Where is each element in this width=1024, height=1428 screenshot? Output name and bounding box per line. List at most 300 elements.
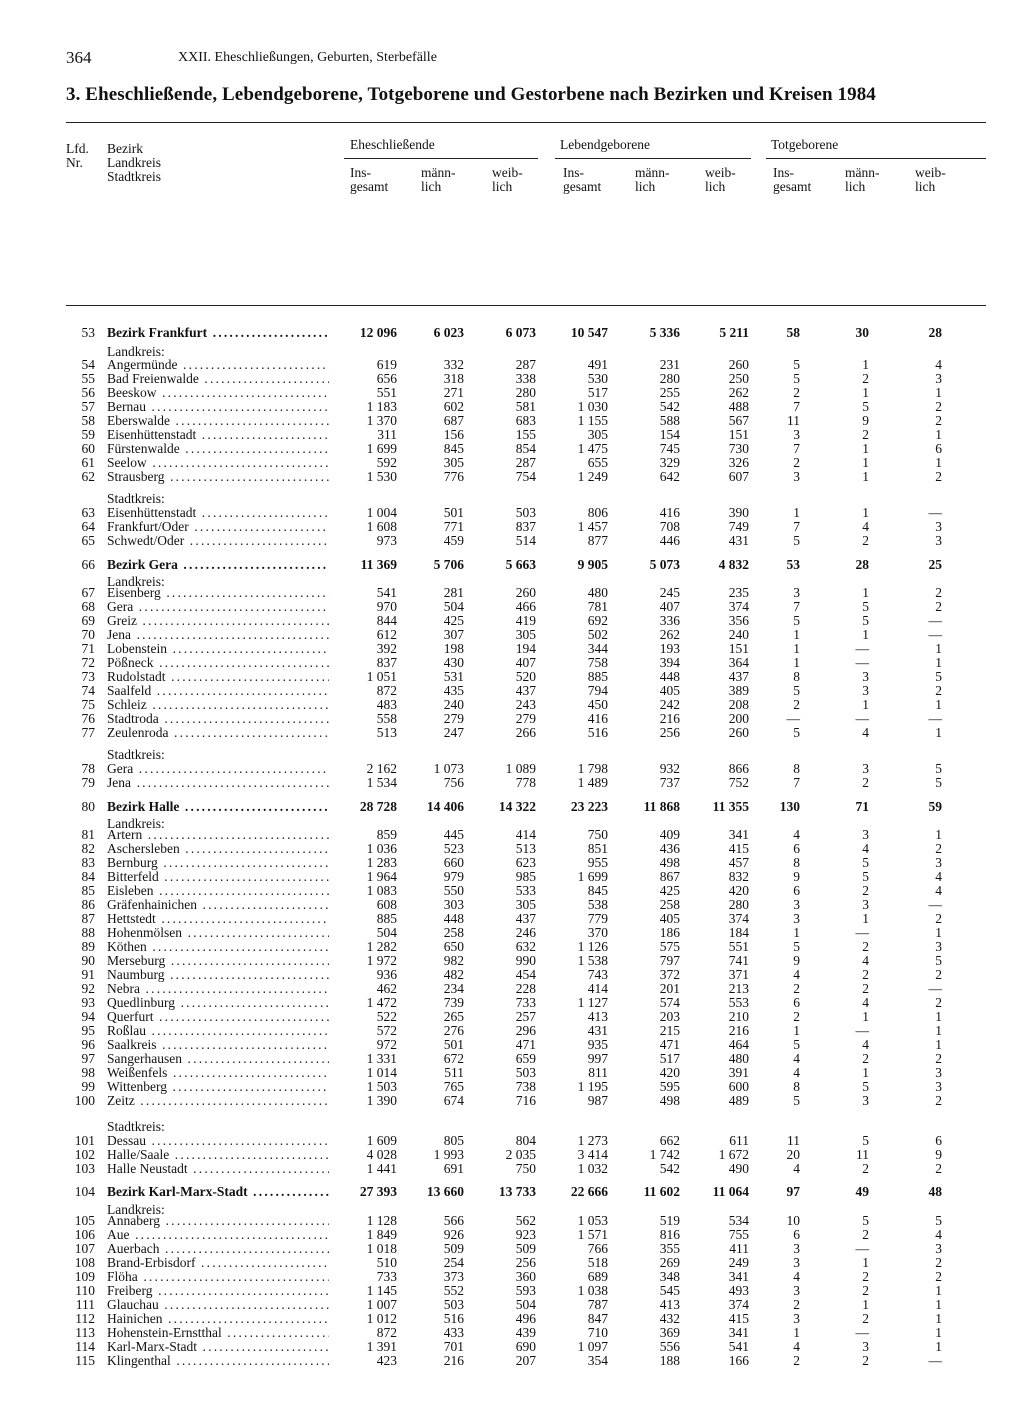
cell-value: 154 (659, 427, 680, 442)
cell-value: 1 282 (366, 939, 397, 954)
row-name: Hettstedt ..... (107, 912, 329, 926)
row-number: 91 (81, 967, 95, 982)
cell-value: 511 (444, 1065, 464, 1080)
cell-value: 3 (862, 761, 869, 776)
cell-value: 348 (659, 1269, 680, 1284)
row-number: 66 (81, 557, 95, 572)
cell-value: 210 (728, 1009, 749, 1024)
cell-value: 448 (659, 669, 680, 684)
cell-value: 656 (376, 371, 397, 386)
cell-value: 514 (515, 533, 536, 548)
row-number: 65 (81, 533, 95, 548)
cell-value: 4 028 (366, 1147, 397, 1162)
cell-value: 990 (515, 953, 536, 968)
cell-value: 1 (935, 1311, 942, 1326)
cell-value: 3 (793, 1255, 800, 1270)
cell-value: 262 (728, 385, 749, 400)
table-row (0, 726, 1024, 740)
row-number: 110 (75, 1283, 95, 1298)
cell-value: 22 666 (570, 1184, 608, 1199)
cell-value: 213 (728, 981, 749, 996)
cell-value: 1 (862, 441, 869, 456)
row-name: Zeitz ..... (107, 1094, 329, 1108)
cell-value: 11 (856, 1147, 869, 1162)
cell-value: 4 (862, 841, 869, 856)
cell-value: 4 (793, 1065, 800, 1080)
cell-value: 491 (587, 357, 608, 372)
cell-value: 260 (515, 585, 536, 600)
cell-value: 4 (935, 869, 942, 884)
cell-value: 7 (793, 441, 800, 456)
cell-value: 411 (729, 1241, 749, 1256)
cell-value: 1 672 (718, 1147, 749, 1162)
cell-value: 970 (376, 599, 397, 614)
cell-value: 198 (443, 641, 464, 656)
cell-value: 581 (515, 399, 536, 414)
table-row (0, 470, 1024, 484)
row-number: 54 (81, 357, 95, 372)
table-row (0, 670, 1024, 684)
cell-value: 4 (862, 725, 869, 740)
cell-value: 338 (515, 371, 536, 386)
cell-value: 501 (443, 505, 464, 520)
row-number: 73 (81, 669, 95, 684)
cell-value: 437 (515, 911, 536, 926)
cell-value: 877 (587, 533, 608, 548)
cell-value: 765 (443, 1079, 464, 1094)
table-row (0, 1312, 1024, 1326)
cell-value: 776 (443, 469, 464, 484)
cell-value: 672 (443, 1051, 464, 1066)
row-number: 109 (74, 1269, 95, 1284)
row-name: Eisenhüttenstadt ..... (107, 506, 329, 520)
cell-value: 23 223 (570, 799, 608, 814)
cell-value: 619 (376, 357, 397, 372)
cell-value: 4 (935, 1227, 942, 1242)
cell-value: 1 (793, 1023, 800, 1038)
cell-value: 923 (515, 1227, 536, 1242)
cell-value: 504 (515, 1297, 536, 1312)
row-name: Landkreis: (107, 1203, 165, 1217)
row-name: Greiz ..... (107, 614, 329, 628)
cell-value: 28 (928, 325, 942, 340)
cell-value: — (855, 641, 869, 656)
row-number: 86 (81, 897, 95, 912)
cell-value: 683 (515, 413, 536, 428)
cell-value: 837 (376, 655, 397, 670)
table-row (0, 442, 1024, 456)
cell-value: 1 742 (649, 1147, 680, 1162)
cell-value: 433 (443, 1325, 464, 1340)
cell-value: 1 (793, 655, 800, 670)
cell-value: 1 (935, 1009, 942, 1024)
cell-value: 1 (935, 455, 942, 470)
row-name: Annaberg ..... (107, 1214, 329, 1228)
row-number: 53 (81, 325, 95, 340)
row-name: Hohenstein-Ernstthal ..... (107, 1326, 329, 1340)
cell-value: 9 (935, 1147, 942, 1162)
cell-value: 2 (935, 995, 942, 1010)
cell-value: 701 (443, 1339, 464, 1354)
cell-value: 437 (728, 669, 749, 684)
cell-value: 10 (786, 1213, 800, 1228)
cell-value: 445 (443, 827, 464, 842)
cell-value: 1 (935, 697, 942, 712)
row-number: 79 (81, 775, 95, 790)
cell-value: 750 (587, 827, 608, 842)
cell-value: 530 (587, 371, 608, 386)
cell-value: 413 (587, 1009, 608, 1024)
cell-value: 756 (443, 775, 464, 790)
cell-value: — (928, 1353, 942, 1368)
cell-value: 750 (515, 1161, 536, 1176)
cell-value: 545 (659, 1283, 680, 1298)
cell-value: 391 (728, 1065, 749, 1080)
cell-value: 356 (728, 613, 749, 628)
cell-value: 687 (443, 413, 464, 428)
cell-value: 1 (862, 1255, 869, 1270)
cell-value: 3 (793, 469, 800, 484)
cell-value: 194 (515, 641, 536, 656)
cell-value: 4 (862, 995, 869, 1010)
group-rule-3 (766, 158, 986, 159)
cell-value: 779 (587, 911, 608, 926)
table-row (0, 870, 1024, 884)
cell-value: 519 (659, 1213, 680, 1228)
cell-value: 415 (728, 841, 749, 856)
cell-value: 1 126 (577, 939, 608, 954)
header-name: Bezirk Landkreis Stadtkreis (107, 141, 161, 184)
cell-value: 1 030 (577, 399, 608, 414)
cell-value: 1 370 (366, 413, 397, 428)
cell-value: 588 (659, 413, 680, 428)
cell-value: 3 (862, 827, 869, 842)
cell-value: 737 (659, 775, 680, 790)
cell-value: 305 (587, 427, 608, 442)
running-head: XXII. Eheschließungen, Geburten, Sterbefälle (178, 50, 437, 65)
cell-value: 2 (793, 385, 800, 400)
cell-value: 516 (587, 725, 608, 740)
row-number: 59 (81, 427, 95, 442)
cell-value: 489 (728, 1093, 749, 1108)
row-number: 64 (81, 519, 95, 534)
cell-value: 151 (728, 641, 749, 656)
cell-value: 10 547 (570, 325, 608, 340)
cell-value: 280 (659, 371, 680, 386)
cell-value: 374 (728, 911, 749, 926)
row-name: Stadtkreis: (107, 1120, 165, 1134)
cell-value: 2 (935, 585, 942, 600)
cell-value: — (928, 613, 942, 628)
row-number: 56 (81, 385, 95, 400)
cell-value: 935 (587, 1037, 608, 1052)
row-name: Stadtkreis: (107, 748, 165, 762)
cell-value: 256 (659, 725, 680, 740)
row-number: 90 (81, 953, 95, 968)
cell-value: 1 012 (366, 1311, 397, 1326)
cell-value: 407 (659, 599, 680, 614)
cell-value: 3 (862, 669, 869, 684)
cell-value: 2 (793, 1297, 800, 1312)
cell-value: 4 (793, 1051, 800, 1066)
cell-value: 708 (659, 519, 680, 534)
cell-value: 1 (862, 357, 869, 372)
cell-value: 5 (793, 725, 800, 740)
cell-value: 3 (793, 1311, 800, 1326)
cell-value: 2 (862, 1269, 869, 1284)
cell-value: 936 (376, 967, 397, 982)
cell-value: 3 (935, 855, 942, 870)
cell-value: 1 (793, 641, 800, 656)
cell-value: 1 (935, 385, 942, 400)
cell-value: 498 (659, 855, 680, 870)
cell-value: 242 (659, 697, 680, 712)
cell-value: 6 (793, 841, 800, 856)
cell-value: 6 (793, 995, 800, 1010)
header-group-eheschliessende: Eheschließende (350, 137, 435, 152)
row-name: Nebra ..... (107, 982, 329, 996)
row-name: Saalfeld ..... (107, 684, 329, 698)
top-rule (66, 122, 986, 123)
cell-value: 254 (443, 1255, 464, 1270)
cell-value: 1 (935, 1037, 942, 1052)
cell-value: 3 (862, 1093, 869, 1108)
cell-value: 12 096 (359, 325, 397, 340)
row-number: 87 (81, 911, 95, 926)
cell-value: 859 (376, 827, 397, 842)
cell-value: 730 (728, 441, 749, 456)
cell-value: 503 (443, 1297, 464, 1312)
cell-value: 4 (793, 827, 800, 842)
cell-value: 280 (728, 897, 749, 912)
cell-value: 490 (728, 1161, 749, 1176)
header-group-lebendgeborene: Lebendgeborene (560, 137, 650, 152)
cell-value: 716 (515, 1093, 536, 1108)
cell-value: 572 (376, 1023, 397, 1038)
cell-value: 1 128 (366, 1213, 397, 1228)
cell-value: 932 (659, 761, 680, 776)
cell-value: 341 (728, 827, 749, 842)
cell-value: 781 (587, 599, 608, 614)
cell-value: 5 663 (505, 557, 536, 572)
cell-value: 4 (935, 883, 942, 898)
cell-value: 595 (659, 1079, 680, 1094)
row-name: Sangerhausen ..... (107, 1052, 329, 1066)
cell-value: 845 (443, 441, 464, 456)
cell-value: 600 (728, 1079, 749, 1094)
cell-value: 551 (728, 939, 749, 954)
cell-value: 405 (659, 911, 680, 926)
cell-value: 240 (728, 627, 749, 642)
cell-value: 279 (515, 711, 536, 726)
cell-value: 11 602 (643, 1184, 680, 1199)
cell-value: 979 (443, 869, 464, 884)
cell-value: 245 (659, 585, 680, 600)
cell-value: 303 (443, 897, 464, 912)
row-name: Gräfenhainichen ..... (107, 898, 329, 912)
table-row (0, 1270, 1024, 1284)
cell-value: 733 (515, 995, 536, 1010)
cell-value: 1 (793, 505, 800, 520)
cell-value: 1 489 (577, 775, 608, 790)
header-group-totgeborene: Totgeborene (771, 137, 839, 152)
cell-value: 235 (728, 585, 749, 600)
row-number: 84 (81, 869, 95, 884)
row-number: 115 (75, 1353, 95, 1368)
cell-value: 3 (935, 1079, 942, 1094)
cell-value: 11 369 (360, 557, 397, 572)
row-name: Quedlinburg ..... (107, 996, 329, 1010)
cell-value: 480 (587, 585, 608, 600)
cell-value: 520 (515, 669, 536, 684)
cell-value: 1 053 (577, 1213, 608, 1228)
table-row (0, 400, 1024, 414)
row-number: 63 (81, 505, 95, 520)
cell-value: 3 (793, 1283, 800, 1298)
table-row (0, 926, 1024, 940)
cell-value: 987 (587, 1093, 608, 1108)
cell-value: 1 097 (577, 1339, 608, 1354)
cell-value: 1 038 (577, 1283, 608, 1298)
cell-value: 607 (728, 469, 749, 484)
cell-value: 741 (728, 953, 749, 968)
row-name: Landkreis: (107, 575, 165, 589)
cell-value: 437 (515, 683, 536, 698)
row-name: Bitterfeld ..... (107, 870, 329, 884)
row-name: Eisenhüttenstadt ..... (107, 428, 329, 442)
table-row (0, 428, 1024, 442)
row-name: Brand-Erbisdorf ..... (107, 1256, 329, 1270)
table-row (0, 1024, 1024, 1038)
subheader-insgesamt-3: Ins- gesamt (773, 165, 812, 194)
cell-value: 247 (443, 725, 464, 740)
group-rule-2 (555, 158, 751, 159)
cell-value: 483 (376, 697, 397, 712)
cell-value: 1 (935, 925, 942, 940)
row-number: 58 (81, 413, 95, 428)
row-name: Köthen ..... (107, 940, 329, 954)
cell-value: 562 (515, 1213, 536, 1228)
cell-value: 1 283 (366, 855, 397, 870)
cell-value: 2 (935, 1161, 942, 1176)
cell-value: 602 (443, 399, 464, 414)
cell-value: 5 (935, 669, 942, 684)
cell-value: 794 (587, 683, 608, 698)
row-name: Roßlau ..... (107, 1024, 329, 1038)
cell-value: 11 868 (643, 799, 680, 814)
cell-value: 2 (935, 1093, 942, 1108)
cell-value: 11 355 (712, 799, 749, 814)
row-name: Artern ..... (107, 828, 329, 842)
cell-value: 733 (376, 1269, 397, 1284)
row-name: Aschersleben ..... (107, 842, 329, 856)
cell-value: 1 993 (433, 1147, 464, 1162)
table-row-subheading (0, 748, 1024, 762)
cell-value: 534 (728, 1213, 749, 1228)
group-rule-1 (344, 158, 538, 159)
cell-value: 280 (515, 385, 536, 400)
row-name: Glauchau ..... (107, 1298, 329, 1312)
row-name: Hainichen ..... (107, 1312, 329, 1326)
row-name: Halle/Saale ..... (107, 1148, 329, 1162)
cell-value: 738 (515, 1079, 536, 1094)
cell-value: 6 (793, 1227, 800, 1242)
cell-value: 2 (935, 841, 942, 856)
cell-value: 332 (443, 357, 464, 372)
table-row (0, 1010, 1024, 1024)
cell-value: — (855, 711, 869, 726)
cell-value: 1 798 (577, 761, 608, 776)
cell-value: 1 571 (577, 1227, 608, 1242)
cell-value: 9 (862, 413, 869, 428)
cell-value: 208 (728, 697, 749, 712)
cell-value: 1 (935, 1339, 942, 1354)
cell-value: 516 (443, 1311, 464, 1326)
cell-value: 1 609 (366, 1133, 397, 1148)
cell-value: 5 (793, 533, 800, 548)
cell-value: 256 (515, 1255, 536, 1270)
table-title: 3. Eheschließende, Lebendgeborene, Totgeborene und Gestorbene nach Bezirken und Kreisen 1984 (66, 84, 876, 105)
cell-value: 407 (515, 655, 536, 670)
cell-value: 509 (515, 1241, 536, 1256)
cell-value: 503 (515, 1065, 536, 1080)
row-number: 107 (74, 1241, 95, 1256)
row-name: Bernau ..... (107, 400, 329, 414)
cell-value: 611 (729, 1133, 749, 1148)
cell-value: 360 (515, 1269, 536, 1284)
cell-value: 1 (862, 505, 869, 520)
cell-value: 778 (515, 775, 536, 790)
cell-value: 271 (443, 385, 464, 400)
row-number: 80 (81, 799, 95, 814)
cell-value: 156 (443, 427, 464, 442)
cell-value: 632 (515, 939, 536, 954)
cell-value: 216 (659, 711, 680, 726)
cell-value: 1 (862, 1065, 869, 1080)
cell-value: 6 023 (433, 325, 464, 340)
cell-value: 982 (443, 953, 464, 968)
cell-value: 847 (587, 1311, 608, 1326)
cell-value: 498 (659, 1093, 680, 1108)
table-row (0, 642, 1024, 656)
cell-value: 258 (443, 925, 464, 940)
cell-value: 1 391 (366, 1339, 397, 1354)
cell-value: 752 (728, 775, 749, 790)
row-number: 71 (81, 641, 95, 656)
cell-value: 431 (728, 533, 749, 548)
cell-value: 523 (443, 841, 464, 856)
table-row (0, 1066, 1024, 1080)
row-name: Zeulenroda ..... (107, 726, 329, 740)
cell-value: 414 (515, 827, 536, 842)
cell-value: 14 322 (498, 799, 536, 814)
cell-value: 25 (928, 557, 942, 572)
row-number: 96 (81, 1037, 95, 1052)
row-number: 81 (81, 827, 95, 842)
cell-value: 758 (587, 655, 608, 670)
cell-value: 5 (862, 1079, 869, 1094)
cell-value: 1 972 (366, 953, 397, 968)
cell-value: 2 (862, 371, 869, 386)
cell-value: 885 (587, 669, 608, 684)
cell-value: 4 (793, 967, 800, 982)
table-row (0, 1298, 1024, 1312)
cell-value: 5 (862, 1133, 869, 1148)
cell-value: 1 503 (366, 1079, 397, 1094)
cell-value: 2 (862, 533, 869, 548)
cell-value: 662 (659, 1133, 680, 1148)
cell-value: — (855, 1325, 869, 1340)
